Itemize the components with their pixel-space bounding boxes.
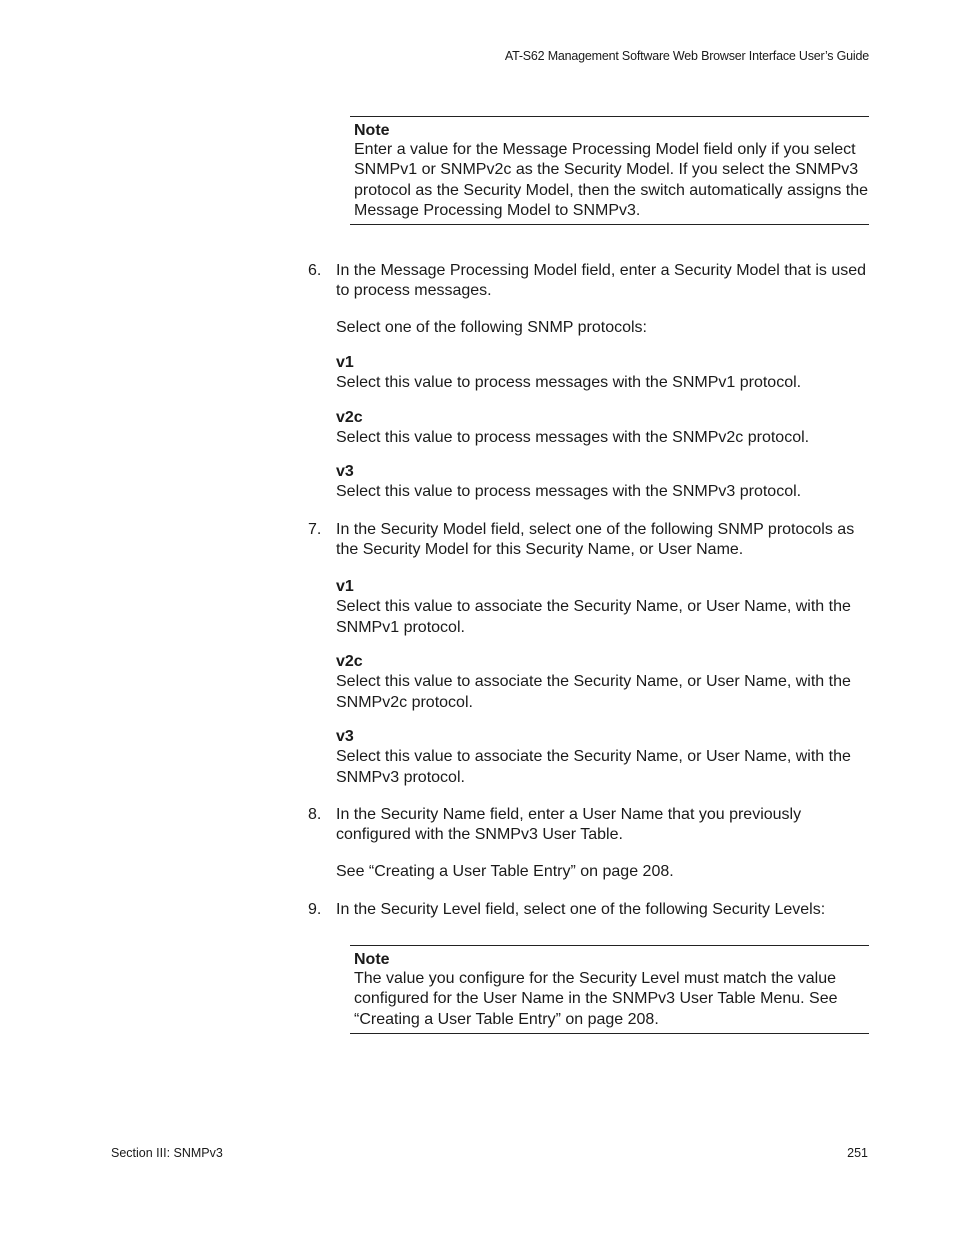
step-text: In the Security Model field, select one of the following SNMP protocols as the Security Model for this Security Name, or User Name.: [336, 521, 855, 559]
option-v1: [336, 353, 870, 394]
step-text: In the Security Level field, select one of the following Security Levels:: [336, 901, 826, 918]
note-title: Note: [354, 122, 390, 139]
step-8: [308, 805, 870, 846]
option-v1: [336, 577, 870, 638]
option-desc: Select this value to associate the Security Name, or User Name, with the SNMPv3 protocol.: [336, 748, 851, 786]
step-text: In the Security Name field, enter a User Name that you previously configured with the SNMPv3 User Table.: [336, 806, 802, 844]
footer-section: Section III: SNMPv3: [111, 1146, 223, 1160]
option-desc: Select this value to process messages with the SNMPv3 protocol.: [336, 483, 802, 501]
option-term: v2c: [336, 653, 363, 670]
step-9: [308, 900, 870, 920]
step-text: In the Message Processing Model field, enter a Security Model that is used to process messages.: [336, 262, 867, 300]
option-desc: Select this value to associate the Security Name, or User Name, with the SNMPv2c protocol.: [336, 673, 851, 711]
option-term: v3: [336, 463, 354, 480]
step-6: [308, 261, 870, 302]
option-desc: Select this value to process messages with the SNMPv1 protocol.: [336, 374, 802, 392]
step-intro: Select one of the following SNMP protocols:: [336, 319, 647, 336]
option-v2c: [336, 408, 870, 449]
note-title: Note: [354, 951, 390, 968]
option-desc: Select this value to associate the Security Name, or User Name, with the SNMPv1 protocol.: [336, 598, 851, 636]
option-v3: [336, 462, 870, 503]
step-number: 7.: [308, 521, 322, 538]
option-term: v3: [336, 728, 354, 745]
option-term: v1: [336, 578, 354, 595]
note-box: [350, 945, 869, 1034]
note-body: Enter a value for the Message Processing Model field only if you select SNMPv1 or SNMPv2c as the Security Model. If you select the SNMPv3 protocol as the Security Model, then the switch automatically assigns the Message Processing Model to SNMPv3.: [354, 141, 869, 219]
page-number: 251: [847, 1146, 868, 1160]
note-box: [350, 116, 869, 225]
cross-reference: See “Creating a User Table Entry” on page 208.: [336, 863, 674, 880]
note-body: The value you configure for the Security Level must match the value configured for the User Name in the SNMPv3 User Table Menu. See “Creating a User Table Entry” on page 208.: [354, 970, 838, 1028]
option-term: v2c: [336, 409, 363, 426]
step-7: [308, 520, 870, 561]
step-number: 8.: [308, 806, 322, 823]
running-header: AT-S62 Management Software Web Browser Interface User’s Guide: [504, 49, 869, 63]
option-term: v1: [336, 354, 354, 371]
step-number: 6.: [308, 262, 322, 279]
option-v2c: [336, 652, 870, 713]
option-v3: [336, 727, 870, 788]
option-desc: Select this value to process messages with the SNMPv2c protocol.: [336, 429, 810, 447]
step-number: 9.: [308, 901, 322, 918]
